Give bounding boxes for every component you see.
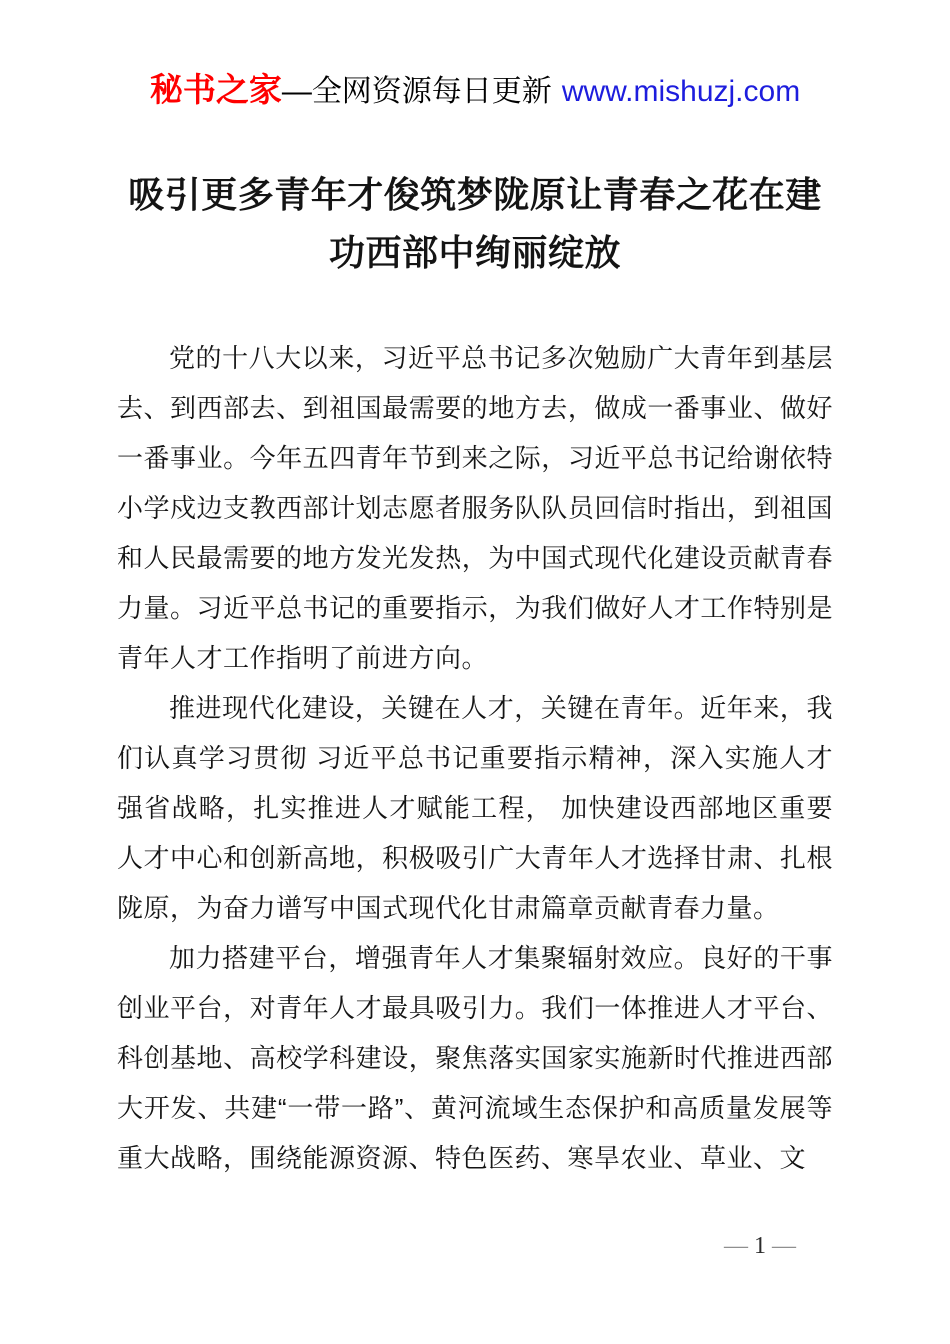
page-number-value: 1 xyxy=(754,1233,766,1259)
header-separator: — xyxy=(281,75,312,108)
paragraph: 推进现代化建设，关键在人才，关键在青年。近年来，我们认真学习贯彻 习近平总书记重要指示精神，深入实施人才强省战略，扎实推进人才赋能工程， 加快建设西部地区重要人才中心和创新高地，积极吸引广大青年人才选择甘肃、扎根陇原，为奋力谱写中国式现代化甘肃篇章贡献青春力量。 xyxy=(117,693,833,923)
page-number-dash-left: — xyxy=(724,1233,748,1259)
site-url-link[interactable]: www.mishuzj.com xyxy=(561,75,801,108)
document-body xyxy=(117,333,833,1183)
header-tagline: 全网资源每日更新 xyxy=(311,75,552,108)
page-number-dash-right: — xyxy=(772,1233,796,1259)
document-title: 吸引更多青年才俊筑梦陇原让青春之花在建功西部中绚丽绽放 xyxy=(128,174,822,273)
page-number xyxy=(660,1230,860,1262)
site-brand: 秘书之家 xyxy=(149,71,282,108)
paragraph: 党的十八大以来，习近平总书记多次勉励广大青年到基层去、到西部去、到祖国最需要的地方去，做成一番事业、做好一番事业。今年五四青年节到来之际，习近平总书记给谢依特小学戍边支教西部计划志愿者服务队队员回信时指出，到祖国和人民最需要的地方发光发热，为中国式现代化建设贡献青春力量。习近平总书记的重要指示，为我们做好人才工作特别是青年人才工作指明了前进方向。 xyxy=(117,343,833,673)
site-header xyxy=(0,70,950,112)
paragraph: 加力搭建平台，增强青年人才集聚辐射效应。良好的干事创业平台，对青年人才最具吸引力。我们一体推进人才平台、科创基地、高校学科建设，聚焦落实国家实施新时代推进西部大开发、共建“一带一路”、黄河流域生态保护和高质量发展等重大战略，围绕能源资源、特色医药、寒旱农业、草业、文 xyxy=(117,943,833,1173)
